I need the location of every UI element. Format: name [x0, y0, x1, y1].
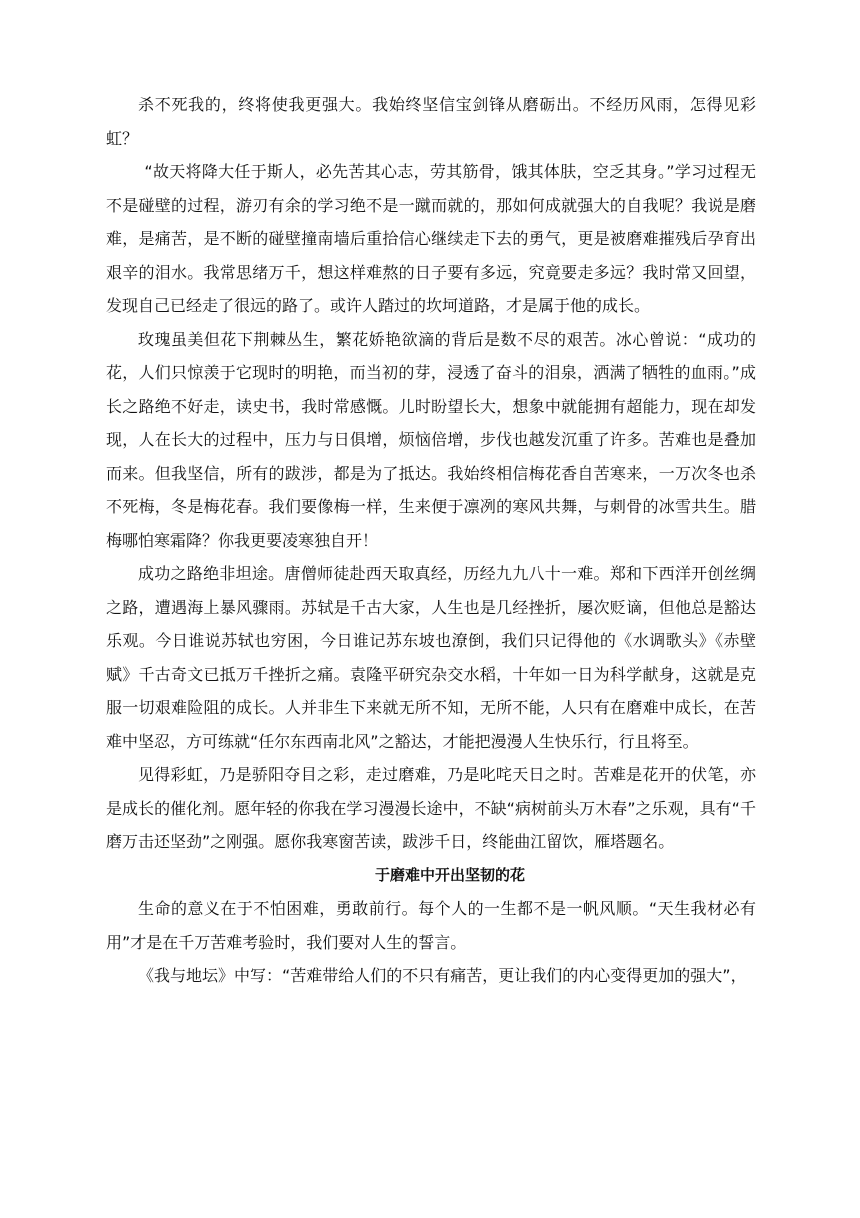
section-heading: 于磨难中开出坚韧的花 — [374, 865, 525, 884]
document-page — [106, 88, 756, 993]
paragraph: “故天将降大任于斯人，必先苦其心志，劳其筋骨，饿其体肤，空乏其身。”学习过程无不是碰壁的过程，游刃有余的学习绝不是一蹴而就的，那如何成就强大的自我呢？我说是磨难，是痛苦，是不断的碰壁撞南墙后重拾信心继续走下去的勇气，更是被磨难摧残后孕育出艰辛的泪水。我常思绪万千，想这样难熬的日子要有多远，究竟要走多远？我时常又回望，发现自己已经走了很远的路了。或许人踏过的坎坷道路，才是属于他的成长。 — [106, 162, 756, 315]
paragraph: 《我与地坛》中写：“苦难带给人们的不只有痛苦，更让我们的内心变得更加的强大”， — [138, 966, 747, 985]
paragraph: 成功之路绝非坦途。唐僧师徒赴西天取真经，历经九九八十一难。郑和下西洋开创丝绸之路，遭遇海上暴风骤雨。苏轼是千古大家，人生也是几经挫折，屡次贬谪，但他总是豁达乐观。今日谁说苏轼也穷困，今日谁记苏东坡也潦倒，我们只记得他的《水调歌头》《赤壁赋》千古奇文已抵万千挫折之痛。袁隆平研究杂交水稻，十年如一日为科学献身，这就是克服一切艰难险阻的成长。人并非生下来就无所不知，无所不能，人只有在磨难中成长，在苦难中坚忍，方可练就“任尔东西南北风”之豁达，才能把漫漫人生快乐行，行且将至。 — [106, 564, 756, 751]
paragraph: 见得彩虹，乃是骄阳夺目之彩，走过磨难，乃是叱咤天日之时。苦难是花开的伏笔，亦是成长的催化剂。愿年轻的你我在学习漫漫长途中，不缺“病树前头万木春”之乐观，具有“千磨万击还坚劲”之刚强。愿你我寒窗苦读，跋涉千日，终能曲江留饮，雁塔题名。 — [106, 765, 756, 851]
paragraph: 生命的意义在于不怕困难，勇敢前行。每个人的一生都不是一帆风顺。“天生我材必有用”才是在千万苦难考验时，我们要对人生的誓言。 — [106, 899, 756, 952]
paragraph: 杀不死我的，终将使我更强大。我始终坚信宝剑锋从磨砺出。不经历风雨，怎得见彩虹？ — [106, 95, 756, 148]
paragraph: 玫瑰虽美但花下荆棘丛生，繁花娇艳欲滴的背后是数不尽的艰苦。冰心曾说：“成功的花，人们只惊羡于它现时的明艳，而当初的芽，浸透了奋斗的泪泉，洒满了牺牲的血雨。”成长之路绝不好走，读史书，我时常感慨。儿时盼望长大，想象中就能拥有超能力，现在却发现，人在长大的过程中，压力与日俱增，烦恼倍增，步伐也越发沉重了许多。苦难也是叠加而来。但我坚信，所有的跋涉，都是为了抵达。我始终相信梅花香自苦寒来，一万次冬也杀不死梅，冬是梅花春。我们要像梅一样，生来便于凛冽的寒风共舞，与刺骨的冰雪共生。腊梅哪怕寒霜降？你我更要凌寒独自开！ — [106, 329, 756, 550]
